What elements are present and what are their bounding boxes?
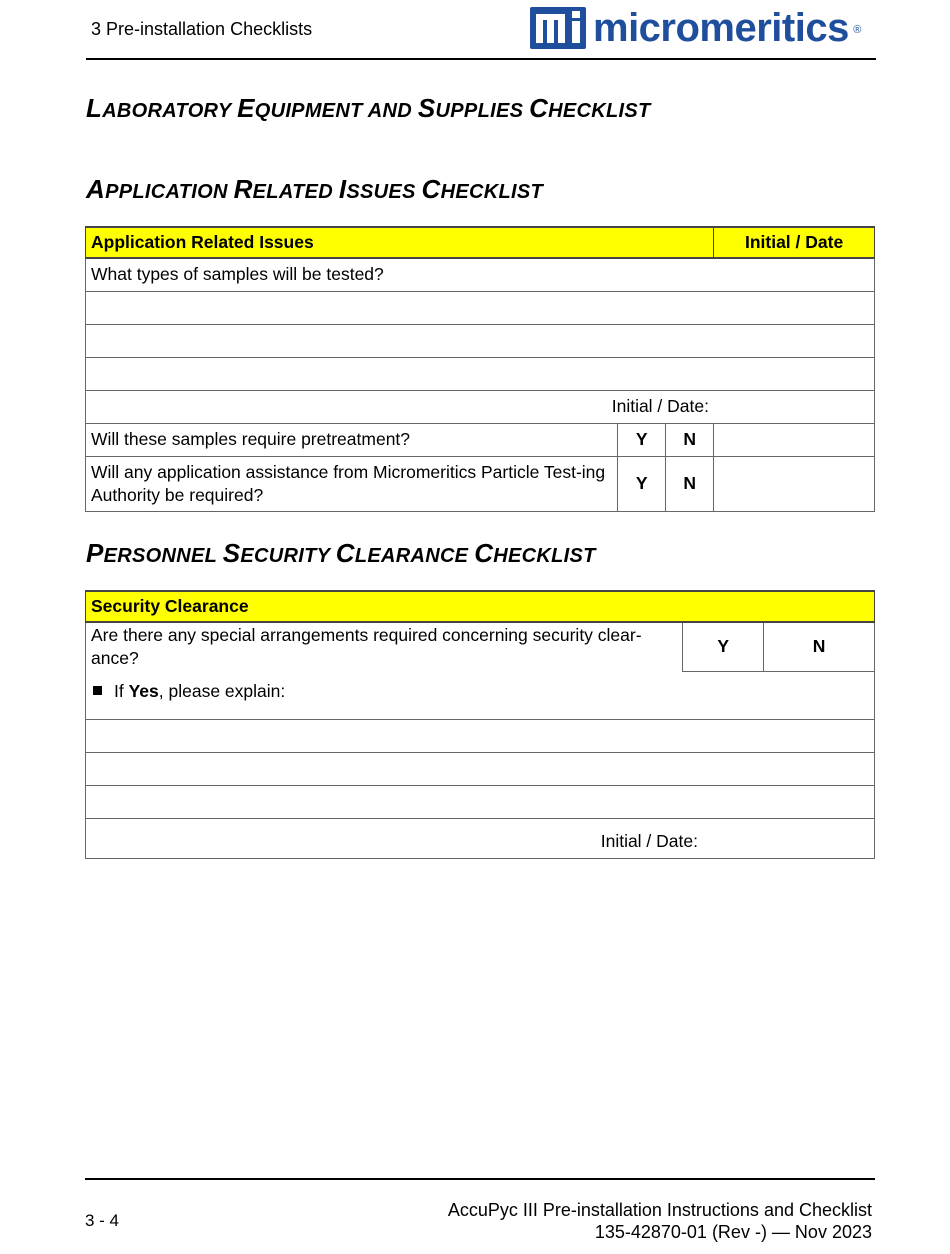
table-row	[86, 456, 875, 511]
lab-checklist-title: LABORATORY EQUIPMENT AND SUPPLIES CHECKLIST	[86, 93, 651, 123]
answer-line[interactable]	[86, 324, 875, 357]
application-issues-table	[85, 226, 875, 512]
table-row	[86, 719, 875, 752]
if-yes-explain: If Yes, please explain:	[86, 671, 875, 719]
question-special-arrangements: Are there any special arrangements required concerning security clear-ance?	[86, 622, 683, 671]
header-application-issues: Application Related Issues	[86, 227, 714, 258]
footer-doc-info	[448, 1199, 872, 1243]
initial-date-label: Initial / Date:	[86, 390, 875, 423]
app-checklist-title: APPLICATION RELATED ISSUES CHECKLIST	[86, 174, 544, 204]
mi-logo-icon	[530, 7, 586, 49]
pretreatment-no-option[interactable]: N	[666, 423, 714, 456]
answer-line[interactable]	[86, 719, 875, 752]
answer-line[interactable]	[86, 785, 875, 818]
assistance-yes-option[interactable]: Y	[618, 456, 666, 511]
doc-number: 135-42870-01 (Rev -) — Nov 2023	[594, 1222, 872, 1242]
question-pretreatment: Will these samples require pretreatment?	[86, 423, 618, 456]
table-header-row	[86, 227, 875, 258]
initial-date-label: Initial / Date:	[86, 818, 875, 858]
answer-line[interactable]	[86, 752, 875, 785]
table-row	[86, 818, 875, 858]
answer-line[interactable]	[86, 357, 875, 390]
header-security-clearance: Security Clearance	[86, 591, 875, 622]
micromeritics-logo	[530, 6, 861, 50]
table-row	[86, 324, 875, 357]
security-clearance-table	[85, 590, 875, 859]
table-row	[86, 785, 875, 818]
table-row	[86, 258, 875, 291]
question-sample-types: What types of samples will be tested?	[86, 258, 875, 291]
table-row	[86, 671, 875, 719]
logo-wordmark: micromeritics ®	[593, 6, 861, 50]
security-checklist-title: PERSONNEL SECURITY CLEARANCE CHECKLIST	[86, 538, 596, 568]
security-yes-option[interactable]: Y	[683, 622, 764, 671]
chapter-header: 3 Pre-installation Checklists	[91, 19, 313, 39]
doc-title: AccuPyc III Pre-installation Instructions and Checklist	[447, 1200, 872, 1220]
footer-divider	[85, 1178, 875, 1180]
question-application-assistance: Will any application assistance from Micromeritics Particle Test-ing Authority be required?	[86, 456, 618, 511]
table-row	[86, 752, 875, 785]
table-row	[86, 357, 875, 390]
page-number: 3 - 4	[85, 1211, 120, 1230]
pretreatment-initial-date-field[interactable]	[714, 423, 875, 456]
bullet-icon	[93, 686, 102, 695]
header-divider	[86, 58, 876, 60]
answer-line[interactable]	[86, 291, 875, 324]
assistance-no-option[interactable]: N	[666, 456, 714, 511]
table-row	[86, 390, 875, 423]
header-initial-date: Initial / Date	[714, 227, 875, 258]
security-no-option[interactable]: N	[764, 622, 875, 671]
table-row	[86, 423, 875, 456]
table-row	[86, 622, 875, 671]
table-header-row	[86, 591, 875, 622]
table-row	[86, 291, 875, 324]
pretreatment-yes-option[interactable]: Y	[618, 423, 666, 456]
assistance-initial-date-field[interactable]	[714, 456, 875, 511]
